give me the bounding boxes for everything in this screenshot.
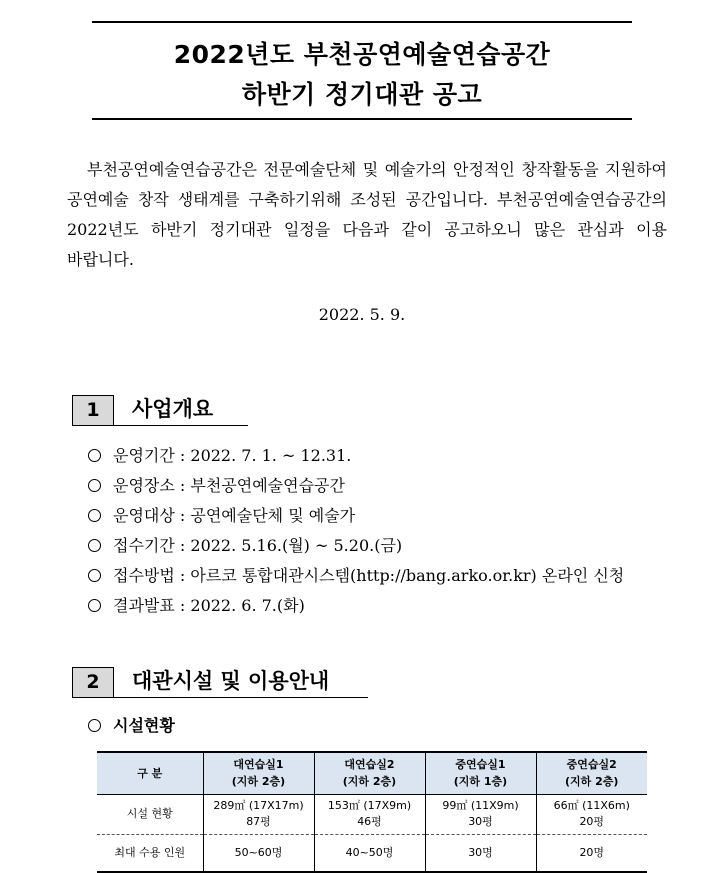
table-corner-header: 구 분 — [97, 752, 203, 794]
table-cell — [203, 794, 314, 834]
notice-date: 2022. 5. 9. — [318, 305, 406, 324]
column-header — [536, 752, 647, 794]
table-cell: 20명 — [536, 834, 647, 872]
section-2-title: 대관시설 및 이용안내 — [132, 669, 330, 693]
section-1-number: 1 — [72, 395, 114, 426]
list-item-text: 운영대상 : 공연예술단체 및 예술가 — [113, 506, 356, 525]
title-bottom-rule — [92, 118, 632, 120]
cell-pyeong: 46평 — [357, 815, 382, 828]
cell-pyeong: 20평 — [579, 815, 605, 828]
intro-paragraph: 부천공연예술연습공간은 전문예술단체 및 예술가의 안정적인 창작활동을 지원하여 공연예술 창작 생태계를 구축하기위해 조성된 공간입니다. 부천공연예술연습공간의 2022년도 하반기 정기대관 일정을 다음과 같이 공고하오니 많은 관심과 이용 바랍니다. — [67, 160, 667, 269]
cell-pyeong: 87평 — [246, 815, 271, 828]
column-header — [314, 752, 425, 794]
list-item-text: 접수방법 : 아르코 통합대관시스템(http://bang.arko.or.kr) 온라인 신청 — [113, 566, 625, 585]
table-cell — [536, 794, 647, 834]
column-name: 대연습실2 — [344, 758, 395, 772]
list-item-text: 결과발표 : 2022. 6. 7.(화) — [113, 596, 305, 615]
column-floor: (지하 2층) — [231, 775, 286, 789]
section-2-number: 2 — [72, 667, 114, 698]
list-item-text: 접수기간 : 2022. 5.16.(월) ~ 5.20.(금) — [113, 536, 403, 555]
row-label: 최대 수용 인원 — [97, 834, 203, 872]
page-title-line2: 하반기 정기대관 공고 — [241, 80, 483, 109]
facility-table — [97, 751, 647, 873]
facility-subheading — [88, 714, 175, 738]
circle-bullet-icon — [88, 719, 101, 732]
table-row — [97, 794, 647, 834]
circle-bullet-icon — [88, 509, 101, 522]
circle-bullet-icon — [88, 599, 101, 612]
circle-bullet-icon — [88, 539, 101, 552]
column-name: 대연습실1 — [233, 758, 284, 772]
facility-subheading-text: 시설현황 — [113, 716, 175, 735]
cell-area: 99㎡ (11X9m) — [442, 799, 519, 812]
table-cell — [425, 794, 536, 834]
table-cell: 40~50명 — [314, 834, 425, 872]
title-top-rule — [92, 21, 632, 23]
column-header — [425, 752, 536, 794]
list-item — [88, 501, 624, 531]
cell-area: 289㎡ (17X17m) — [213, 799, 304, 812]
table-header-row — [97, 752, 647, 794]
table-row — [97, 834, 647, 872]
cell-area: 66㎡ (11X6m) — [553, 799, 630, 812]
list-item-text: 운영장소 : 부천공연예술연습공간 — [113, 476, 345, 495]
list-item — [88, 441, 624, 471]
row-label: 시설 현황 — [97, 794, 203, 834]
list-item — [88, 471, 624, 501]
overview-list — [88, 441, 624, 621]
list-item-text: 운영기간 : 2022. 7. 1. ~ 12.31. — [113, 446, 352, 465]
page-title-line1: 2022년도 부천공연예술연습공간 — [173, 40, 551, 69]
section-1-underline — [72, 425, 248, 426]
table-cell: 50~60명 — [203, 834, 314, 872]
list-item — [88, 561, 624, 591]
column-floor: (지하 1층) — [453, 775, 508, 789]
column-name: 중연습실1 — [455, 758, 506, 772]
section-2-underline — [72, 697, 368, 698]
table-cell — [314, 794, 425, 834]
column-name: 중연습실2 — [566, 758, 617, 772]
cell-pyeong: 30평 — [468, 815, 493, 828]
circle-bullet-icon — [88, 479, 101, 492]
list-item — [88, 531, 624, 561]
table-cell: 30명 — [425, 834, 536, 872]
cell-area: 153㎡ (17X9m) — [327, 799, 412, 812]
column-header — [203, 752, 314, 794]
list-item — [88, 591, 624, 621]
circle-bullet-icon — [88, 569, 101, 582]
section-1-title: 사업개요 — [132, 397, 214, 421]
column-floor: (지하 2층) — [565, 775, 619, 789]
circle-bullet-icon — [88, 449, 101, 462]
column-floor: (지하 2층) — [342, 775, 397, 789]
